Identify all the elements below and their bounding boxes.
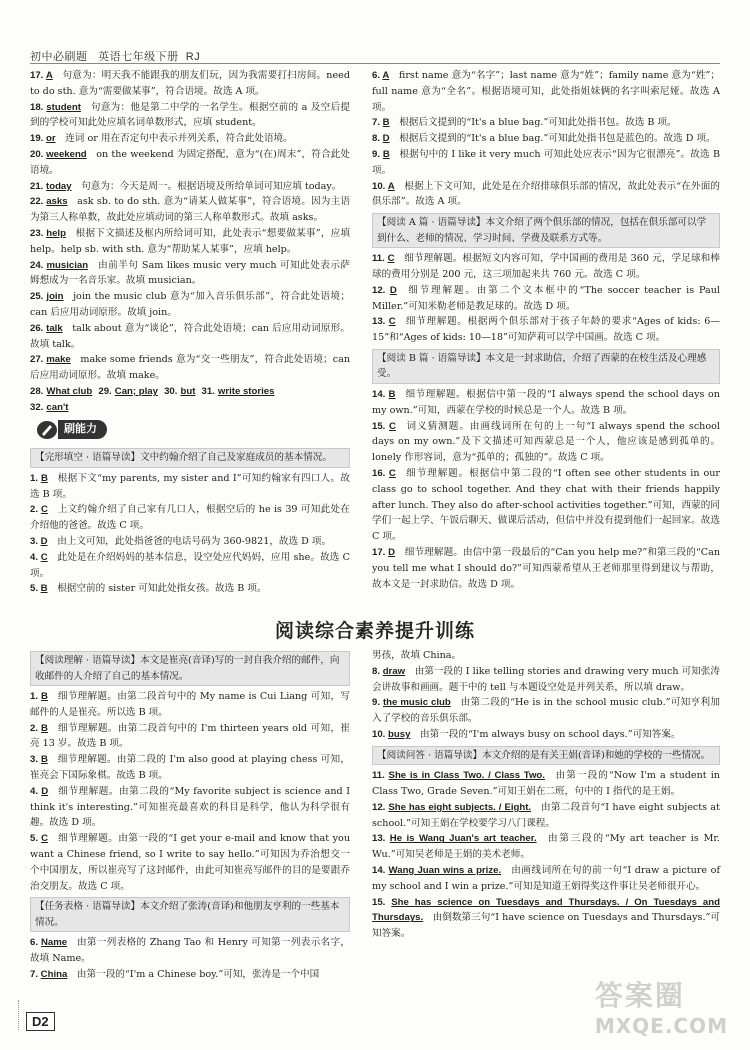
- explanation-text: 细节理解题。由第二段首句中的 My name is Cui Liang 可知，写邮件的人是崔亮。所以选 B 项。: [30, 691, 350, 718]
- answer-text: A: [387, 180, 395, 192]
- explanation-text: 由画线词所在句的前一句“I draw a picture of my school and I win a prize.”可知是知道王娟得奖这件事让吴老师很开心。: [372, 865, 720, 892]
- item-number: 15.: [372, 420, 389, 432]
- answer-text: musician: [46, 259, 89, 271]
- explanation-text: 根据空前的 sister 可知此处指女孩。故选 B 项。: [47, 583, 267, 595]
- answer-text: or: [46, 133, 56, 145]
- guide-box: 【阅读 A 篇 · 语篇导读】本文介绍了两个俱乐部的情况，包括在俱乐部可以学到什么、老师的情况、学习时间、学费及联系方式等。: [372, 213, 720, 248]
- answer-list-left-mid: [30, 471, 350, 597]
- item-number: 6.: [30, 937, 41, 949]
- item-number: 7.: [30, 968, 41, 980]
- explanation-text: 由倒数第三句“I have science on Tuesdays and Thursdays.”可知答案。: [372, 912, 720, 940]
- item-number: 3.: [30, 536, 41, 548]
- explanation-text: 由第一段的“Now I'm a student in Class Two, Grade Seven.”可知王娟在二班，句中的 I 指代的是王娟。: [372, 770, 720, 798]
- answer-item: [372, 695, 720, 727]
- explanation-text: first name 意为“名字”；last name 意为“姓”；family name 意为“姓”；full name 意为“全名”。根据语境可知，此处指姐妹俩的名字叫索尼娅。故选 A 项。: [372, 70, 721, 113]
- answer-text: student: [46, 101, 81, 113]
- item-number: 18.: [30, 101, 47, 113]
- item-number: 10.: [372, 180, 388, 192]
- answer-item: [30, 194, 350, 226]
- answer-text: make: [46, 354, 71, 366]
- item-number: 8.: [372, 133, 383, 145]
- explanation-text: 根据上下文可知，此处是在介绍排球俱乐部的情况，故此处表示“在外面的俱乐部”。故选 A 项。: [372, 180, 720, 208]
- item-number: 9.: [372, 148, 383, 160]
- page-header: [30, 48, 200, 64]
- page-number: [26, 1012, 55, 1031]
- answer-item: [372, 387, 720, 419]
- item-number: 1.: [30, 472, 41, 484]
- item-number: 15.: [372, 896, 392, 908]
- answer-item: [372, 68, 720, 115]
- answer-item: [372, 800, 720, 832]
- explanation-text: 由第三段的“My art teacher is Mr. Wu.”可知吴老师是王娟的美术老师。: [372, 833, 720, 861]
- answer-text: C: [388, 316, 396, 328]
- explanation-text: 由上文可知，此处指爸爸的电话号码为 360-9821，故选 D 项。: [47, 536, 332, 548]
- answer-text: B: [40, 472, 48, 484]
- answer-item: [30, 721, 350, 753]
- item-number: 5.: [30, 583, 41, 595]
- explanation-text: 由第一段的“I'm always busy on school days.”可知答案。: [410, 728, 681, 740]
- explanation-text: 细节理解题。根据两个俱乐部对于孩子年龄的要求“Ages of kids: 6—15”和“Ages of kids: 10—18”可知萨莉可以学中国画。故选 C 项。: [372, 316, 720, 344]
- answer-item: [30, 131, 350, 147]
- explanation-text: 细节理解题。根据短文内容可知，学中国画的费用是 360 元，学足球和棒球的费用分别是 200 元，这三项加起来共 760 元。故选 C 项。: [372, 253, 720, 280]
- answer-text: B: [382, 148, 390, 160]
- item-number: 1.: [30, 691, 41, 702]
- item-number: 9.: [372, 697, 383, 709]
- answer-text: C: [388, 420, 396, 432]
- guide-box: 【阅读理解 · 语篇导读】本文是崔亮(音译)写的一封自我介绍的邮件，向收邮件的人介绍了自己的基本情况。: [30, 651, 350, 686]
- answer-item: [372, 727, 720, 743]
- answer-text: A: [45, 70, 53, 81]
- answer-text: weekend: [46, 148, 87, 160]
- answer-text: B: [40, 754, 48, 766]
- answer-text: She has eight subjects. / Eight.: [388, 801, 532, 813]
- answer-text: She is in Class Two. / Class Two.: [388, 770, 545, 782]
- item-number: 10.: [372, 728, 389, 740]
- answer-text: D: [40, 536, 48, 548]
- answer-text: Name: [40, 937, 68, 949]
- badge-label: 刷能力: [58, 420, 107, 440]
- explanation-text: 此处是在介绍妈妈的基本信息，设空处应代妈妈，应用 she。故选 C 项。: [30, 551, 350, 579]
- answer-text: She has science on Tuesdays and Thursdays. / On Tuesdays and Thursdays.: [372, 896, 720, 924]
- answer-item: [372, 768, 720, 800]
- guide-box: 【完形填空 · 语篇导读】文中约翰介绍了自己及家庭成员的基本情况。: [30, 448, 350, 468]
- answer-item: [30, 967, 350, 983]
- item-number: 24.: [30, 259, 47, 271]
- item-number: 26.: [30, 322, 47, 334]
- explanation-text: make some friends 意为“交一些朋友”，符合此处语境；can 后应用动词原形。故填 make。: [30, 354, 350, 382]
- answer-text: B: [382, 117, 390, 129]
- answer-text: talk: [46, 322, 63, 334]
- answer-item: [372, 831, 720, 863]
- answer-item: [372, 863, 720, 895]
- item-number: 31.: [201, 385, 215, 397]
- answer-text: What club: [46, 385, 93, 397]
- item-number: 12.: [372, 284, 390, 296]
- answer-text: D: [41, 785, 49, 797]
- answer-item: [30, 289, 350, 321]
- answer-item: [372, 314, 720, 346]
- explanation-text: 根据后文提到的“It's a blue bag.”可知此处指书包。故选 B 项。: [389, 117, 677, 129]
- header-divider: [30, 63, 720, 64]
- practice-badge: [36, 420, 107, 440]
- answer-text: D: [389, 284, 397, 296]
- explanation-text: 由第一段的“I'm a Chinese boy.”可知，张涛是一个中国: [67, 968, 320, 980]
- answer-item: [30, 831, 350, 894]
- answer-list-right-top: [372, 68, 720, 210]
- item-number: 4.: [30, 551, 41, 563]
- item-number: 6.: [372, 70, 383, 81]
- answer-item: [372, 115, 720, 131]
- answer-item: [372, 283, 720, 315]
- answer-list-right-mid1: [372, 251, 720, 346]
- pen-icon: [36, 420, 58, 440]
- answer-item: [372, 545, 720, 592]
- explanation-text: 由第二段首句“I have eight subjects at school.”可知王娟在学校要学习八门课程。: [372, 801, 720, 829]
- explanation-text: 句意为：他是第二中学的一名学生。根据空前的 a 及空后提到的学校可知此处应填名词单数形式，应填 student。: [30, 101, 350, 129]
- item-number: 17.: [30, 70, 46, 81]
- explanation-text: 上文约翰介绍了自己家有几口人，根据空后的 he is 39 可知此处在介绍他的爸爸。故选 C 项。: [30, 504, 350, 532]
- item-number: 22.: [30, 196, 47, 208]
- explanation-text: 词义猜测题。由画线词所在句的上一句“I always spend the school days on my own.”及下文描述可知西蒙总是一个人，他应该是感到孤单的。lonely 作形容词，意为“孤单的；孤独的”。故选 C 项。: [372, 420, 720, 464]
- answer-item: [30, 100, 350, 132]
- item-number: 21.: [30, 180, 47, 192]
- explanation-text: 根据下文“my parents, my sister and I”可知约翰家有四口人。故选 B 项。: [30, 472, 350, 500]
- item-number: 16.: [372, 467, 389, 479]
- explanation-text: on the weekend 为固定搭配，意为“(在)周末”，符合此处语境。: [30, 148, 350, 176]
- answer-text: Can; play: [114, 385, 158, 397]
- edition-label: RJ: [185, 51, 201, 63]
- answer-text: China: [40, 968, 68, 980]
- answer-list-right-mid2: [372, 387, 720, 592]
- book-name: 初中必刷题: [30, 51, 88, 63]
- answer-item: [30, 689, 350, 721]
- explanation-text: 句意为：明天我不能跟我的朋友们玩，因为我需要打扫房间。need to do sth. 意为“需要做某事”，符合语境。故选 A 项。: [30, 70, 350, 97]
- answer-item: [30, 321, 350, 353]
- right-column-bottom: [372, 648, 720, 942]
- answer-text: today: [46, 180, 72, 192]
- right-column-top: [372, 68, 720, 592]
- answer-text: B: [40, 691, 48, 702]
- guide-box: 【任务表格 · 语篇导读】本文介绍了张涛(音译)和他朋友亨利的一些基本情况。: [30, 897, 350, 932]
- item-number: 32.: [30, 401, 44, 413]
- answer-item: [372, 179, 720, 211]
- answer-item: [30, 935, 350, 967]
- explanation-text: 由第一段的 I like telling stories and drawing very much 可知张涛会讲故事和画画。题干中的 tell 与本题设空处是并列关系，所以填 draw。: [372, 665, 721, 693]
- answer-item: [30, 258, 350, 290]
- explanation-text: ask sb. to do sth. 意为“请某人做某事”，符合语境。因为主语为第三人称单数，故此处应填动词的第三人称单数形式。故填 asks。: [30, 196, 350, 224]
- answer-text: C: [40, 551, 48, 563]
- explanation-text: 细节理解题。由第一段的“I get your e-mail and know that you want a Chinese friend, so I write to say hello.”可知因为乔治想交一个中国朋友，所以崔亮写了这封邮件，由此可知崔亮写邮件的目的是要跟乔治交朋友。故选 C 项。: [30, 833, 350, 892]
- item-number: 14.: [372, 388, 389, 400]
- answer-item: [30, 147, 350, 179]
- answer-text: C: [40, 504, 48, 516]
- item-number: 25.: [30, 291, 47, 303]
- item-number: 23.: [30, 227, 47, 239]
- explanation-text: 细节理解题。根据信中第一段的“I always spend the school days on my own.”可知，西蒙在学校的时候总是一个人。故选 B 项。: [372, 388, 720, 416]
- answer-text: but: [180, 385, 196, 397]
- answer-text: the music club: [382, 697, 451, 709]
- explanation-text: join the music club 意为“加入音乐俱乐部”，符合此处语境；can 后应用动词原形。故填 join。: [30, 291, 350, 318]
- answer-list-right-bottom: [372, 664, 720, 743]
- explanation-text: 根据句中的 I like it very much 可知此处应表示“因为它很漂亮”。故选 B 项。: [372, 148, 720, 176]
- answer-text: can't: [46, 401, 69, 413]
- explanation-text: 由第二段的“He is in the school music club.”可知亨利加入了学校的音乐俱乐部。: [372, 697, 721, 725]
- item-number: 14.: [372, 865, 389, 877]
- item-number: 5.: [30, 833, 42, 845]
- answer-item: [30, 581, 350, 597]
- answer-text: Wang Juan wins a prize.: [388, 865, 502, 877]
- answer-item: [372, 419, 720, 466]
- answer-item: [30, 226, 350, 258]
- answer-text: A: [382, 70, 390, 81]
- guide-box: 【阅读 B 篇 · 语篇导读】本文是一封求助信，介绍了西蒙的在校生活及心理感受。: [372, 349, 720, 384]
- item-number: 11.: [372, 253, 388, 265]
- item-number: 2.: [30, 722, 42, 734]
- watermark-line2: MXQE.COM: [594, 1014, 728, 1038]
- answer-item: [30, 784, 350, 831]
- answer-line-32: [30, 400, 350, 416]
- answer-item: [30, 534, 350, 550]
- explanation-text: 细节理解题。由第二段首句中的 I'm thirteen years old 可知，崔亮 13 岁。故选 B 项。: [30, 722, 350, 750]
- answer-text: B: [41, 722, 48, 734]
- subject-name: 英语七年级下册: [98, 51, 179, 63]
- explanation-text: 根据后文提到的“It's a blue bag.”可知此处指书包是蓝色的。故选 D 项。: [389, 133, 716, 145]
- answer-text: C: [41, 833, 49, 845]
- answer-text: join: [46, 291, 64, 303]
- answer-item: [372, 147, 720, 179]
- item-number: 30.: [164, 385, 178, 397]
- answer-item: [372, 466, 720, 545]
- answer-text: write stories: [217, 385, 275, 397]
- answer-item: [30, 502, 350, 534]
- item-number: 7.: [372, 117, 383, 129]
- answer-item: [372, 251, 720, 283]
- explanation-text: 句意为：今天是周一。根据语境及所给单词可知应填 today。: [71, 180, 342, 192]
- explanation-text: 由前半句 Sam likes music very much 可知此处表示萨姆想成为一名音乐家。故填 musician。: [30, 259, 350, 287]
- answer-text: help: [46, 227, 66, 239]
- answer-item: [30, 68, 350, 100]
- item-number: 2.: [30, 504, 41, 516]
- explanation-text: 细节理解题。由第二段的“My favorite subject is science and I think it's interesting.”可知崔亮最喜欢的科目是科学，他认为科学很有趣。故选 D 项。: [30, 785, 350, 829]
- item-number: 4.: [30, 785, 42, 797]
- explanation-text: 细节理解题。根据信中第二段的“I often see other students in our class go to school together. And they chat with their friends happily after lunch. They also do after-school activities together.”可知，西蒙的同学们一起上学、午饭后聊天、做课后活动，但信中并没有提到他们一起回家。故选 C 项。: [372, 467, 720, 543]
- explanation-text: 细节理解题。由第二个文本框中的“The soccer teacher is Paul Miller.”可知米勒老师是教足球的。故选 D 项。: [372, 284, 720, 312]
- explanation-text: 由第一列表格的 Zhang Tao 和 Henry 可知第一列表示名字，故填 Name。: [30, 937, 350, 965]
- explanation-text: 根据下文描述及框内所给词可知，此处表示“想要做某事”，应填 help。help sb. with sth. 意为“帮助某人某事”，应填 help。: [30, 227, 350, 255]
- answer-list-left-bottom: [30, 689, 350, 894]
- answer-item: [372, 895, 720, 942]
- item-number: 17.: [372, 546, 389, 558]
- answer-item: [30, 471, 350, 503]
- answer-text: B: [40, 583, 48, 595]
- answer-text: busy: [388, 728, 411, 740]
- answer-text: C: [388, 467, 396, 479]
- answer-list-left-bottom2: [30, 935, 350, 982]
- section-title: 阅读综合素养提升训练: [274, 620, 475, 642]
- explanation-text: 细节理解题。由信中第一段最后的“Can you help me?”和第三段的“Can you tell me what I should do?”可知西蒙希望从王老师那里得到建议与帮助，故本文是一封求助信。故选 D 项。: [372, 546, 720, 590]
- item-number: 13.: [372, 316, 389, 328]
- guide-box: 【阅读问答 · 语篇导读】本文介绍的是有关王娟(音译)和她的学校的一些情况。: [372, 746, 720, 766]
- item-number: 8.: [372, 665, 383, 677]
- item-number: 11.: [372, 770, 389, 782]
- answer-item: [30, 179, 350, 195]
- answer-list-left-top: [30, 68, 350, 384]
- item-number: 27.: [30, 354, 47, 366]
- explanation-text: 连词 or 用在否定句中表示并列关系，符合此处语境。: [55, 133, 293, 145]
- answer-item: [30, 352, 350, 384]
- answer-text: C: [387, 253, 395, 265]
- answer-text: asks: [46, 196, 68, 208]
- answer-list-right-bottom2: [372, 768, 720, 942]
- answer-text: B: [388, 388, 396, 400]
- answer-item: [372, 131, 720, 147]
- explanation-text: 细节理解题。由第二段的 I'm also good at playing chess 可知，崔亮会下国际象棋。故选 B 项。: [30, 754, 350, 781]
- item-number: 20.: [30, 148, 47, 160]
- answer-item: [372, 664, 720, 696]
- answer-line-28-31: [30, 384, 350, 400]
- item-number: 29.: [98, 385, 112, 397]
- item-number: 3.: [30, 754, 41, 766]
- left-column-top: [30, 68, 350, 597]
- answer-text: D: [382, 133, 390, 145]
- item-number: 19.: [30, 133, 47, 145]
- watermark-line1: 答案圈: [594, 979, 685, 1012]
- left-column-bottom: [30, 648, 350, 983]
- page-number-label: D2: [26, 1012, 55, 1031]
- item-number: 12.: [372, 801, 389, 813]
- continued-text: 男孩，故填 China。: [372, 650, 462, 661]
- answer-text: D: [388, 546, 396, 558]
- explanation-text: talk about 意为“谈论”，符合此处语境；can 后应用动词原形。故填 talk。: [30, 322, 350, 350]
- watermark-logo: [595, 974, 728, 1038]
- answer-item: [30, 550, 350, 582]
- answer-item: [30, 752, 350, 784]
- item-number: 13.: [372, 833, 390, 845]
- answer-text: draw: [382, 665, 406, 677]
- item-number: 28.: [30, 385, 44, 397]
- answer-text: He is Wang Juan's art teacher.: [389, 833, 537, 845]
